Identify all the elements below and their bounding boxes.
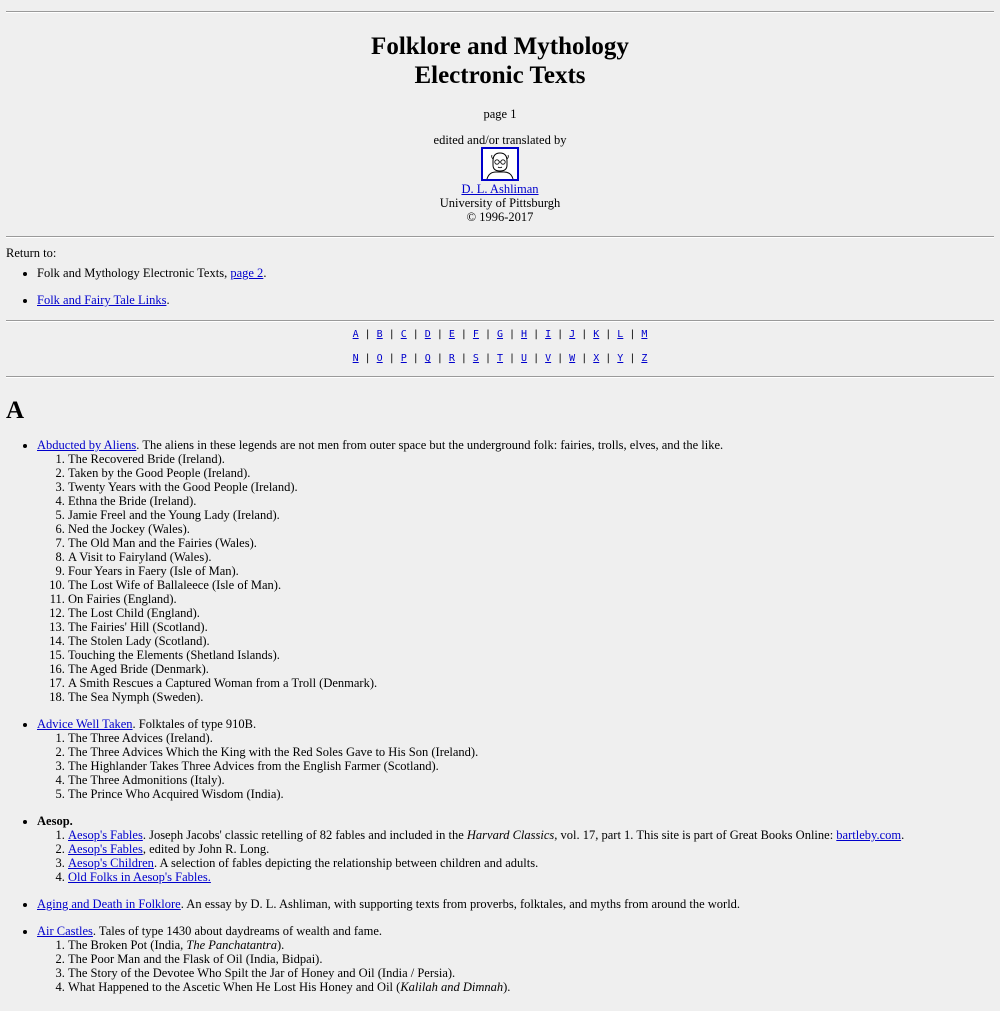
alphabet-separator: | — [412, 353, 419, 364]
author-portrait-link[interactable] — [481, 147, 519, 182]
alphabet-separator: | — [412, 329, 419, 340]
alphabet-separator: | — [364, 353, 371, 364]
alphabet-link-f[interactable]: F — [472, 329, 479, 340]
alphabet-link-x[interactable]: X — [593, 353, 600, 364]
list-item — [68, 842, 994, 856]
list-item: 12. The Lost Child (England). — [68, 606, 994, 620]
list-item — [68, 856, 994, 870]
alphabet-separator: | — [388, 353, 395, 364]
advice-story-list — [37, 731, 994, 801]
return-label: Return to: — [6, 246, 57, 260]
alphabet-link-r[interactable]: R — [448, 353, 455, 364]
return-item-links-suffix: . — [166, 293, 170, 307]
alphabet-link-u[interactable]: U — [521, 353, 528, 364]
entry-aging-and-death — [37, 897, 994, 911]
alphabet-link-j[interactable]: J — [569, 329, 576, 340]
air-desc: . Tales of type 1430 about daydreams of wealth and fame. — [92, 924, 382, 938]
alphabet-separator: | — [484, 329, 491, 340]
list-item: 3. Twenty Years with the Good People (Ireland). — [68, 480, 994, 494]
list-item: 13. The Fairies' Hill (Scotland). — [68, 620, 994, 634]
alphabet-separator: | — [557, 329, 564, 340]
list-item — [68, 980, 994, 994]
list-item: 1. The Recovered Bride (Ireland). — [68, 452, 994, 466]
bartleby-link[interactable]: bartleby.com — [836, 828, 902, 842]
air-item1-text: The Broken Pot (India, — [68, 938, 187, 952]
air-item1-italic: The Panchatantra — [186, 938, 278, 952]
alphabet-link-b[interactable]: B — [376, 329, 383, 340]
alphabet-separator: | — [509, 353, 516, 364]
list-item: 11. On Fairies (England). — [68, 592, 994, 606]
alphabet-link-i[interactable]: I — [545, 329, 552, 340]
list-item: 2. The Poor Man and the Flask of Oil (India, Bidpai). — [68, 952, 994, 966]
institution: University of Pittsburgh — [439, 196, 561, 210]
aging-desc: . An essay by D. L. Ashliman, with supporting texts from proverbs, folktales, and myths from around the world. — [180, 897, 741, 911]
entry-air-castles — [37, 924, 994, 994]
air-item4-text: What Happened to the Ascetic When He Lost His Honey and Oil ( — [68, 980, 401, 994]
alphabet-separator: | — [436, 329, 443, 340]
alphabet-separator: | — [436, 353, 443, 364]
copyright: © 1996-2017 — [466, 210, 534, 224]
alphabet-link-t[interactable]: T — [496, 353, 504, 364]
advice-well-taken-link[interactable]: Advice Well Taken — [37, 717, 133, 731]
entry-advice-well-taken — [37, 717, 994, 801]
aesop-item3-text: . A selection of fables depicting the relationship between children and adults. — [153, 856, 539, 870]
alphabet-separator: | — [629, 353, 636, 364]
alphabet-link-g[interactable]: G — [496, 329, 504, 340]
list-item: 16. The Aged Bride (Denmark). — [68, 662, 994, 676]
alphabet-separator: | — [629, 329, 636, 340]
advice-desc: . Folktales of type 910B. — [132, 717, 257, 731]
header-divider — [6, 236, 994, 238]
alphabet-link-p[interactable]: P — [400, 353, 407, 364]
aesop-list — [37, 828, 994, 884]
aesop-item2-text: , edited by John R. Long. — [142, 842, 270, 856]
alphabet-index — [6, 329, 994, 365]
list-item: 17. A Smith Rescues a Captured Woman from a Troll (Denmark). — [68, 676, 994, 690]
alphabet-separator: | — [605, 353, 612, 364]
aging-and-death-link[interactable]: Aging and Death in Folklore — [37, 897, 181, 911]
list-item — [68, 828, 994, 842]
alphabet-separator: | — [388, 329, 395, 340]
alphabet-link-c[interactable]: C — [400, 329, 407, 340]
alphabet-link-a[interactable]: A — [352, 329, 359, 340]
folk-fairy-tale-links-link[interactable]: Folk and Fairy Tale Links — [37, 293, 167, 307]
aesops-children-link[interactable]: Aesop's Children — [68, 856, 154, 870]
air-item1-end: ). — [277, 938, 285, 952]
page-number: page 1 — [483, 107, 517, 121]
alphabet-separator: | — [581, 329, 588, 340]
alphabet-link-z[interactable]: Z — [641, 353, 648, 364]
alphabet-separator: | — [484, 353, 491, 364]
alphabet-link-d[interactable]: D — [424, 329, 431, 340]
list-item: 5. The Prince Who Acquired Wisdom (India). — [68, 787, 994, 801]
list-item: 2. The Three Advices Which the King with the Red Soles Gave to His Son (Ireland). — [68, 745, 994, 759]
entry-aesop — [37, 814, 994, 884]
abducted-by-aliens-link[interactable]: Abducted by Aliens — [37, 438, 137, 452]
page-container — [0, 11, 1000, 994]
aesops-fables-long-link[interactable]: Aesop's Fables — [68, 842, 143, 856]
alphabet-separator: | — [509, 329, 516, 340]
top-divider — [6, 11, 994, 13]
alphabet-link-s[interactable]: S — [472, 353, 479, 364]
alphabet-link-e[interactable]: E — [448, 329, 455, 340]
alphabet-separator: | — [460, 329, 467, 340]
title-line-1: Folklore and Mythology — [371, 33, 629, 60]
list-item — [68, 938, 994, 952]
list-item: 14. The Stolen Lady (Scotland). — [68, 634, 994, 648]
alphabet-separator: | — [364, 329, 371, 340]
title-line-2: Electronic Texts — [414, 62, 586, 89]
old-folks-aesop-link[interactable]: Old Folks in Aesop's Fables. — [68, 870, 211, 884]
list-item: 18. The Sea Nymph (Sweden). — [68, 690, 994, 704]
list-item: 5. Jamie Freel and the Young Lady (Ireland). — [68, 508, 994, 522]
list-item: 9. Four Years in Faery (Isle of Man). — [68, 564, 994, 578]
list-item: 8. A Visit to Fairyland (Wales). — [68, 550, 994, 564]
return-list — [6, 266, 994, 307]
list-item: 4. The Three Admonitions (Italy). — [68, 773, 994, 787]
list-item: 3. The Story of the Devotee Who Spilt the Jar of Honey and Oil (India / Persia). — [68, 966, 994, 980]
air-castles-list — [37, 938, 994, 994]
alphabet-separator: | — [460, 353, 467, 364]
alphabet-link-v[interactable]: V — [545, 353, 552, 364]
list-item — [68, 870, 994, 884]
aesop-item1-text-c: . — [901, 828, 905, 842]
alphabet-link-k[interactable]: K — [593, 329, 600, 340]
alphabet-separator: | — [533, 329, 540, 340]
aesops-fables-jacobs-link[interactable]: Aesop's Fables — [68, 828, 143, 842]
alphabet-link-y[interactable]: Y — [617, 353, 624, 364]
alphabet-separator: | — [557, 353, 564, 364]
abducted-story-list — [37, 452, 994, 704]
return-divider — [6, 320, 994, 322]
author-link[interactable]: D. L. Ashliman — [461, 182, 539, 196]
alphabet-row-n-z — [6, 353, 994, 365]
alphabet-link-o[interactable]: O — [376, 353, 383, 364]
alphabet-separator: | — [581, 353, 588, 364]
alphabet-row-a-m — [6, 329, 994, 341]
list-item: 3. The Highlander Takes Three Advices from the English Farmer (Scotland). — [68, 759, 994, 773]
page-header — [6, 32, 994, 224]
alphabet-divider — [6, 376, 994, 378]
alphabet-separator: | — [533, 353, 540, 364]
alphabet-link-l[interactable]: L — [617, 329, 624, 340]
section-heading-a: A — [6, 397, 25, 424]
aesop-item1-text-a: . Joseph Jacobs' classic retelling of 82 fables and included in the — [142, 828, 467, 842]
page-2-link[interactable]: page 2 — [230, 266, 264, 280]
air-castles-link[interactable]: Air Castles — [37, 924, 93, 938]
author-portrait-icon — [481, 147, 519, 181]
edited-by-label: edited and/or translated by — [433, 133, 567, 147]
alphabet-link-h[interactable]: H — [521, 329, 528, 340]
list-item: 1. The Three Advices (Ireland). — [68, 731, 994, 745]
alphabet-link-m[interactable]: M — [641, 329, 648, 340]
list-item: 15. Touching the Elements (Shetland Islands). — [68, 648, 994, 662]
page-title — [6, 32, 994, 90]
aesop-item1-italic: Harvard Classics — [466, 828, 555, 842]
return-item-page2 — [37, 266, 994, 280]
alphabet-link-w[interactable]: W — [569, 353, 576, 364]
list-item: 7. The Old Man and the Fairies (Wales). — [68, 536, 994, 550]
entries-list — [6, 438, 994, 994]
air-item4-italic: Kalilah and Dimnah — [400, 980, 504, 994]
aesop-heading: Aesop. — [37, 814, 73, 828]
abducted-desc: . The aliens in these legends are not men from outer space but the underground folk: fairies, trolls, elves, and the like. — [136, 438, 724, 452]
list-item: 2. Taken by the Good People (Ireland). — [68, 466, 994, 480]
list-item: 10. The Lost Wife of Ballaleece (Isle of Man). — [68, 578, 994, 592]
entry-abducted-by-aliens — [37, 438, 994, 704]
air-item4-end: ). — [503, 980, 511, 994]
list-item: 4. Ethna the Bride (Ireland). — [68, 494, 994, 508]
list-item: 6. Ned the Jockey (Wales). — [68, 522, 994, 536]
alphabet-link-n[interactable]: N — [352, 353, 359, 364]
return-item-links — [37, 293, 994, 307]
alphabet-separator: | — [605, 329, 612, 340]
return-item-page2-suffix: . — [263, 266, 267, 280]
aesop-item1-text-b: , vol. 17, part 1. This site is part of Great Books Online: — [554, 828, 837, 842]
return-item-page2-text: Folk and Mythology Electronic Texts, — [37, 266, 231, 280]
alphabet-link-q[interactable]: Q — [424, 353, 431, 364]
